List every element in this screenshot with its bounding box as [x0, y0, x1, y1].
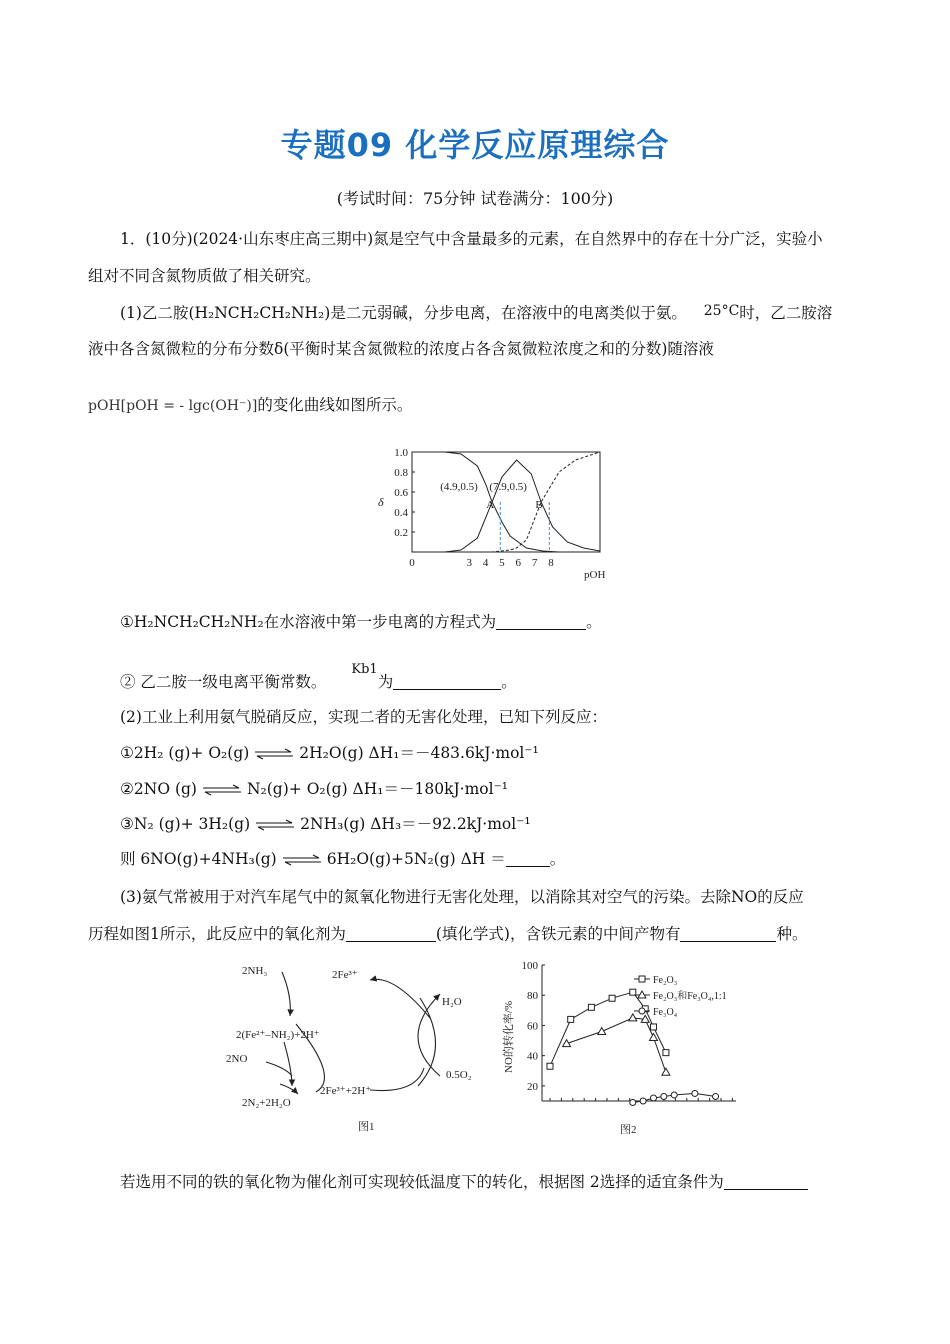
marker-square: [547, 1063, 553, 1069]
q1-part3-b: [88, 923, 808, 945]
sub1-text: ①H₂NCH₂CH₂NH₂在水溶液中第一步电离的方程式为: [120, 613, 497, 631]
marker-triangle: [662, 1068, 670, 1075]
label-o2: 0.5O₂: [446, 1069, 472, 1081]
equilibrium-arrow-icon: [254, 819, 296, 831]
marker-circle: [630, 1100, 636, 1106]
plot-frame: [412, 452, 600, 552]
answer-blank-5[interactable]: [680, 925, 776, 942]
label-2no: 2NO: [226, 1053, 248, 1065]
annotation-point: B: [535, 499, 543, 511]
reaction-3: [120, 813, 531, 835]
reaction-2: [120, 778, 508, 800]
part3-text-2: (填化学式)，含铁元素的中间产物有: [435, 925, 681, 943]
reaction-3-right: 2NH₃(g) ΔH₃＝－92.2kJ·mol⁻¹: [300, 815, 531, 833]
annotation-point: A: [486, 499, 495, 511]
x-tick-label: 6: [515, 557, 522, 569]
marker-triangle: [598, 1027, 606, 1034]
label-2fe3: 2Fe³⁺: [332, 969, 358, 981]
legend-label: Fe₂O₃: [653, 975, 678, 986]
y-tick-label: 20: [527, 1080, 538, 1093]
label-n2-h2o: 2N₂+2H₂O: [242, 1097, 291, 1109]
legend-label: Fe₂O₃和Fe₃O₄,1:1: [653, 991, 727, 1002]
marker-circle: [661, 1093, 667, 1099]
sub2-text-b: 为: [377, 673, 394, 691]
y-tick-label: 1.0: [394, 447, 408, 459]
y-tick-label: 0.2: [394, 527, 408, 539]
y-tick-label: 0.4: [394, 507, 408, 519]
part1-text: (1)乙二胺(H₂NCH₂CH₂NH₂)是二元弱碱，分步电离，在溶液中的电离类似于氨。: [120, 304, 687, 322]
marker-circle: [671, 1092, 677, 1098]
poh-formula: pOH[pOH = - lgc(OH⁻)]: [88, 398, 258, 414]
q1-intro-a: 1．(10分)(2024·山东枣庄高三期中)氮是空气中含量最多的元素，在自然界中的存在十分广泛，实验小: [120, 230, 823, 248]
equilibrium-arrow-icon: [253, 748, 295, 760]
reaction-4-left: 则 6NO(g)+4NH₃(g): [120, 850, 277, 868]
x-tick-label: 7: [531, 557, 538, 569]
part1-text-2: 时，乙二胺溶: [739, 304, 833, 322]
series-line-0: [412, 452, 600, 552]
marker-square: [630, 989, 636, 995]
series-line-1: [445, 460, 600, 552]
marker-triangle: [629, 1014, 637, 1021]
answer-blank-4[interactable]: [346, 925, 436, 942]
label-fe-nh2: 2(Fe²⁺–NH₂)+2H⁺: [236, 1029, 320, 1041]
q1-part1-line-a: [120, 300, 832, 324]
y-axis-label: δ: [378, 495, 384, 509]
reaction-2-right: N₂(g)+ O₂(g) ΔH₁＝－180kJ·mol⁻¹: [246, 780, 508, 798]
marker-circle: [692, 1090, 698, 1096]
reaction-4: [120, 848, 565, 870]
q1-part1-line-c: [88, 394, 412, 417]
q1-intro-b: 组对不同含氮物质做了相关研究。: [88, 267, 321, 285]
reaction-1-right: 2H₂O(g) ΔH₁＝－483.6kJ·mol⁻¹: [299, 744, 539, 762]
legend-label: Fe₃O₄: [653, 1007, 678, 1018]
exam-info: (考试时间：75分钟 试卷满分：100分): [336, 189, 614, 208]
figure2-caption: 图2: [620, 1124, 637, 1136]
x-tick-label: 3: [466, 557, 472, 569]
sub-question-2: [120, 659, 517, 693]
marker-square: [663, 1050, 669, 1056]
last-question-text: 若选用不同的铁的氧化物为催化剂可实现较低温度下的转化，根据图 2选择的适宜条件为: [120, 1173, 724, 1191]
y-tick-label: 80: [527, 990, 538, 1003]
reaction-1-left: ①2H₂ (g)+ O₂(g): [120, 744, 250, 762]
equilibrium-arrow-icon: [201, 784, 243, 796]
sub-question-1: [120, 611, 602, 633]
marker-circle: [713, 1093, 719, 1099]
reaction-4-right: 6H₂O(g)+5N₂(g) ΔH ＝: [326, 850, 506, 868]
reaction-3-left: ③N₂ (g)+ 3H₂(g): [120, 815, 251, 833]
answer-blank-1[interactable]: [496, 613, 586, 630]
equilibrium-arrow-icon: [281, 854, 323, 866]
marker-square: [609, 995, 615, 1001]
marker-triangle: [649, 1034, 657, 1041]
last-question: [120, 1171, 808, 1193]
distribution-chart: [368, 438, 618, 584]
marker-square: [568, 1016, 574, 1022]
part3-text-3: 种。: [776, 925, 808, 943]
x-tick-label: 5: [499, 557, 505, 569]
q1-part3-a: (3)氨气常被用于对汽车尾气中的氮氧化物进行无害化处理，以消除其对空气的污染。去除NO的反应: [120, 888, 804, 906]
legend-marker: [639, 976, 645, 982]
marker-square: [588, 1004, 594, 1010]
reaction-1: [120, 742, 539, 764]
reaction-2-left: ②2NO (g): [120, 780, 197, 798]
y-tick-label: 60: [527, 1020, 538, 1033]
label-2nh3: 2NH₃: [242, 965, 268, 977]
label-h2o: H₂O: [442, 996, 462, 1008]
q1-part1-line-b: 液中各含氮微粒的分布分数δ(平衡时某含氮微粒的浓度占各含氮微粒浓度之和的分数)随溶液: [88, 340, 714, 358]
conversion-chart: [496, 955, 756, 1141]
y-axis-label: NO的转化率/%: [503, 1000, 515, 1073]
part3-text-1: 历程如图1所示，此反应中的氧化剂为: [88, 925, 346, 943]
sub2-text: ② 乙二胺一级电离平衡常数。: [120, 673, 327, 691]
answer-blank-2[interactable]: [393, 673, 501, 690]
sub1-end: 。: [586, 613, 602, 631]
annotation-coord: (4.9,0.5): [440, 481, 478, 493]
x-tick-label: 4: [482, 557, 489, 569]
x-axis-label: pOH: [584, 569, 606, 581]
answer-blank-3[interactable]: [506, 850, 550, 867]
q1-part2: (2)工业上利用氨气脱硝反应，实现二者的无害化处理，已知下列反应：: [120, 708, 607, 726]
series-line-2: [461, 452, 600, 552]
marker-circle: [640, 1098, 646, 1104]
y-tick-label: 0.6: [394, 487, 408, 499]
answer-blank-6[interactable]: [724, 1173, 808, 1190]
reaction-4-end: 。: [549, 850, 566, 868]
marker-circle: [650, 1095, 656, 1101]
annotation-coord: (7.9,0.5): [489, 481, 527, 493]
kb1-symbol: Kb1: [351, 662, 378, 677]
marker-square: [650, 1024, 656, 1030]
x-tick-label: 0: [409, 557, 415, 569]
part1-text-3: 的变化曲线如图所示。: [257, 396, 413, 414]
temperature: 25°C: [703, 303, 740, 319]
x-tick-label: 8: [548, 557, 554, 569]
y-tick-label: 0.8: [394, 467, 408, 479]
label-2fe3-2h: 2Fe³⁺+2H⁺: [320, 1085, 372, 1097]
sub2-end: 。: [501, 673, 517, 691]
figure1-caption: 图1: [358, 1121, 375, 1133]
legend-marker: [639, 1008, 645, 1014]
y-tick-label: 40: [527, 1050, 538, 1063]
page-title: 专题09 化学反应原理综合: [280, 126, 670, 164]
y-tick-label: 100: [521, 960, 538, 972]
reaction-mechanism-figure: [220, 958, 490, 1142]
